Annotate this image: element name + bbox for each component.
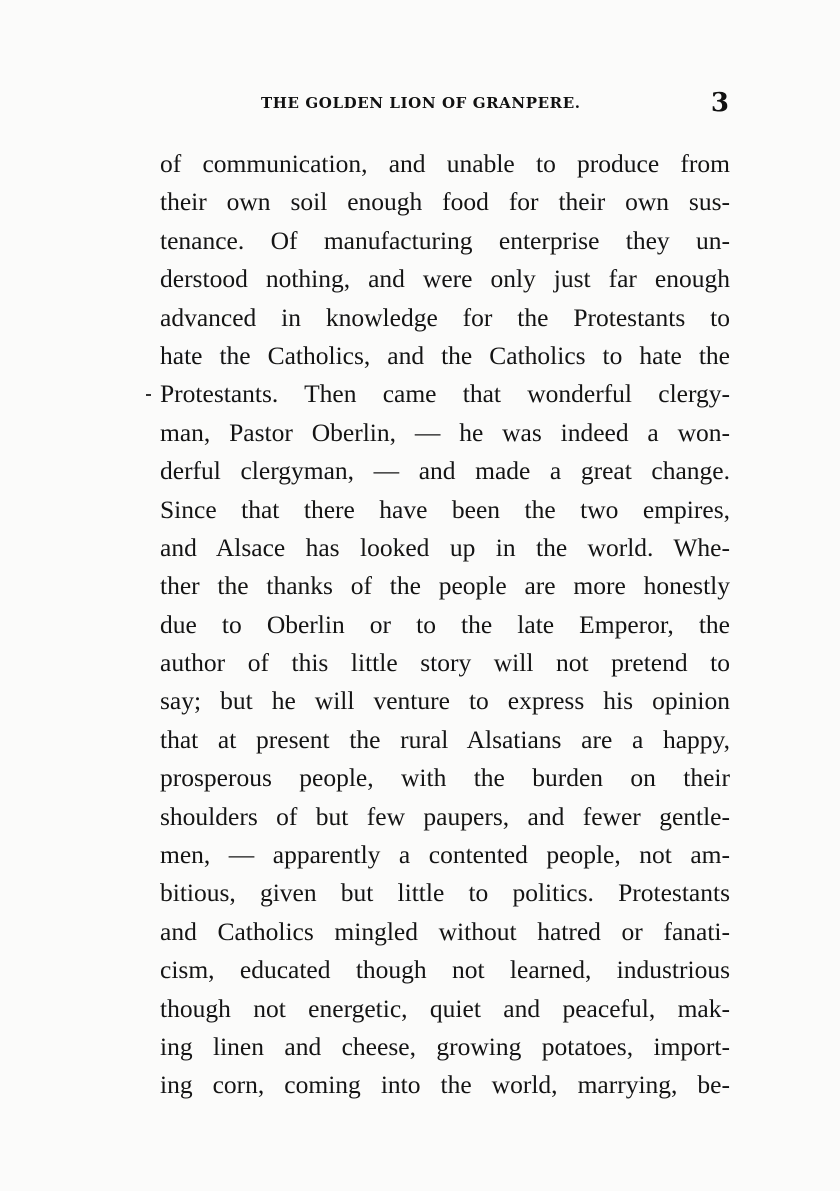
page-number: 3 <box>710 88 729 118</box>
text-line: derstood nothing, and were only just far enough <box>160 264 730 294</box>
running-head <box>160 88 733 124</box>
text-line: hate the Catholics, and the Catholics to hate the <box>160 340 730 370</box>
running-head-title: THE GOLDEN LION OF GRANPERE. <box>261 94 581 112</box>
text-line: man, Pastor Oberlin, — he was indeed a won- <box>160 417 730 447</box>
text-line: advanced in knowledge for the Protestants to <box>160 302 730 332</box>
text-line: author of this little story will not pretend to <box>160 648 730 678</box>
text-line: though not energetic, quiet and peaceful, mak- <box>160 993 730 1023</box>
text-line: due to Oberlin or to the late Emperor, the <box>160 609 730 639</box>
margin-tick-mark <box>146 394 151 396</box>
text-line: that at present the rural Alsatians are a happy, <box>160 724 730 754</box>
text-line: prosperous people, with the burden on their <box>160 763 730 793</box>
text-line: and Alsace has looked up in the world. Whe- <box>160 532 730 562</box>
text-line: ing linen and cheese, growing potatoes, import- <box>160 1031 730 1061</box>
text-line: shoulders of but few paupers, and fewer gentle- <box>160 801 730 831</box>
text-line: bitious, given but little to politics. Protestants <box>160 878 730 908</box>
text-line: ing corn, coming into the world, marrying, be- <box>160 1070 730 1100</box>
text-line: ther the thanks of the people are more honestly <box>160 571 730 601</box>
text-line: say; but he will venture to express his opinion <box>160 686 730 716</box>
text-line: cism, educated though not learned, industrious <box>160 955 730 985</box>
text-line: tenance. Of manufacturing enterprise they un- <box>160 225 730 255</box>
text-line: men, — apparently a contented people, not am- <box>160 840 730 870</box>
text-line: derful clergyman, — and made a great change. <box>160 456 730 486</box>
body-text <box>160 145 730 1105</box>
text-line: of communication, and unable to produce from <box>160 149 730 178</box>
text-line: their own soil enough food for their own sus- <box>160 187 730 217</box>
text-line: Since that there have been the two empires, <box>160 494 730 524</box>
text-line: and Catholics mingled without hatred or fanati- <box>160 916 730 946</box>
text-line: Protestants. Then came that wonderful clergy- <box>160 379 730 409</box>
